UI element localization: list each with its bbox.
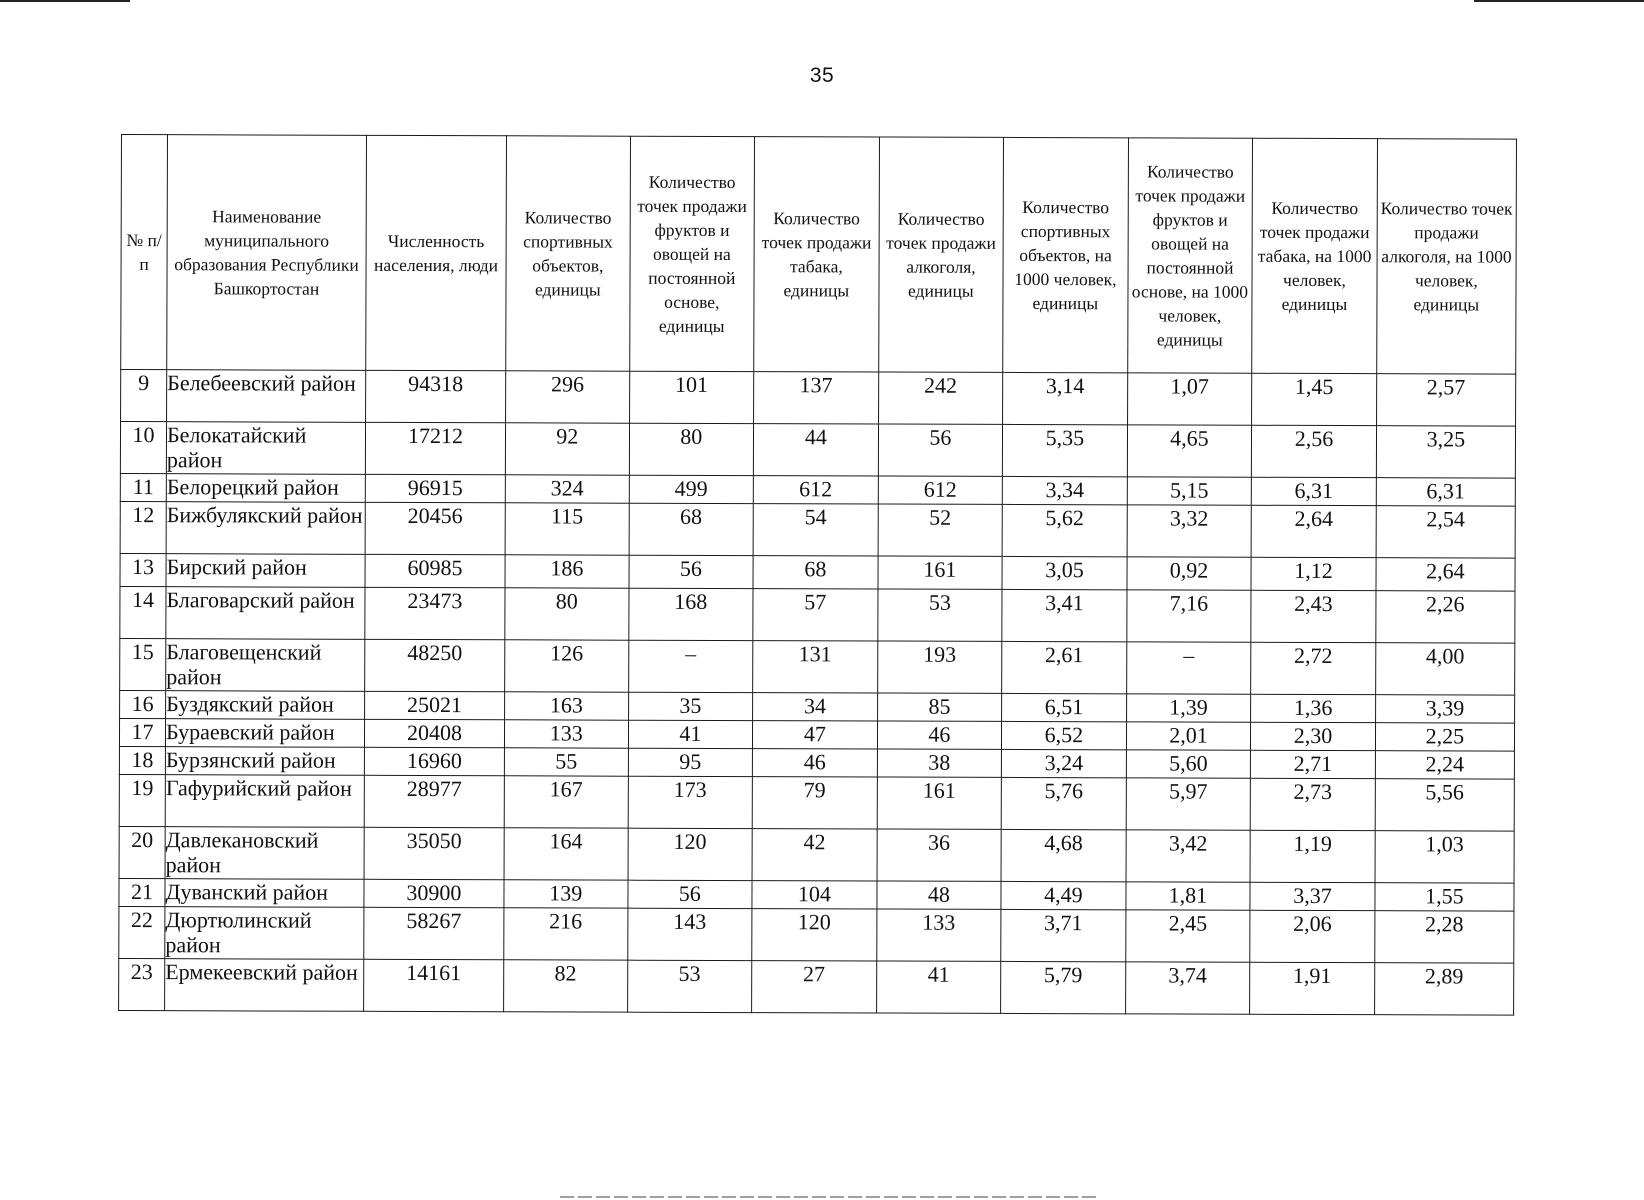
tobacco-points-value: 44 xyxy=(753,424,878,476)
tobacco-per-1000-value: 1,19 xyxy=(1250,830,1375,882)
tobacco-per-1000-value: 1,91 xyxy=(1250,962,1375,1014)
sport-objects-value: 82 xyxy=(504,960,628,1012)
alcohol-points-value: 85 xyxy=(877,693,1002,721)
alcohol-per-1000-value: 3,39 xyxy=(1375,695,1514,723)
sport-objects-value: 126 xyxy=(505,640,629,692)
tobacco-points-value: 57 xyxy=(753,589,878,641)
tobacco-per-1000-value: 3,37 xyxy=(1250,882,1375,910)
column-header-population: Численность населения, люди xyxy=(366,135,507,370)
population-value: 48250 xyxy=(365,639,505,691)
fruit-points-value: 101 xyxy=(629,371,754,423)
sport-objects-value: 133 xyxy=(505,720,629,748)
sport-objects-value: 216 xyxy=(504,908,628,960)
alcohol-per-1000-value: 2,57 xyxy=(1376,374,1515,426)
sport-objects-value: 115 xyxy=(505,503,629,555)
tobacco-points-value: 131 xyxy=(753,641,878,693)
table-row xyxy=(120,638,1515,695)
column-header-sport-objects: Количество спортивных объектов, единицы xyxy=(506,136,630,371)
alcohol-per-1000-value: 6,31 xyxy=(1376,478,1515,506)
alcohol-per-1000-value: 4,00 xyxy=(1375,643,1514,695)
sport-objects-value: 163 xyxy=(505,692,629,720)
fruit-points-value: 120 xyxy=(628,828,753,880)
fruit-per-1000-value: 1,81 xyxy=(1126,882,1251,910)
alcohol-points-value: 48 xyxy=(877,881,1002,909)
sport-per-1000-value: 5,62 xyxy=(1002,504,1127,556)
sport-per-1000-value: 4,49 xyxy=(1001,881,1126,909)
sport-per-1000-value: 4,68 xyxy=(1001,829,1126,881)
alcohol-per-1000-value: 2,28 xyxy=(1375,911,1514,963)
tobacco-per-1000-value: 2,56 xyxy=(1252,425,1377,477)
tobacco-per-1000-value: 2,73 xyxy=(1250,778,1375,830)
sport-per-1000-value: 2,61 xyxy=(1002,641,1127,693)
fruit-per-1000-value: 3,74 xyxy=(1125,962,1250,1014)
row-number: 14 xyxy=(120,586,166,638)
alcohol-per-1000-value: 1,55 xyxy=(1375,883,1514,911)
population-value: 20456 xyxy=(365,502,505,554)
tobacco-per-1000-value: 1,36 xyxy=(1251,694,1376,722)
fruit-points-value: 56 xyxy=(629,555,754,588)
population-value: 20408 xyxy=(364,719,504,747)
fruit-points-value: 53 xyxy=(627,960,752,1012)
alcohol-per-1000-value: 2,64 xyxy=(1376,558,1515,591)
fruit-per-1000-value: 5,97 xyxy=(1126,778,1251,830)
sport-objects-value: 167 xyxy=(504,776,628,828)
tobacco-per-1000-value: 6,31 xyxy=(1251,477,1376,505)
row-number: 17 xyxy=(119,718,165,746)
table-row xyxy=(119,826,1514,883)
table-body xyxy=(119,370,1516,1016)
municipality-name: Бижбулякский район xyxy=(166,502,365,555)
municipality-name: Благоварский район xyxy=(166,587,365,640)
alcohol-points-value: 38 xyxy=(877,749,1002,777)
bottom-scan-artifact xyxy=(560,1196,1100,1198)
fruit-points-value: 68 xyxy=(629,503,754,555)
row-number: 18 xyxy=(119,746,165,774)
tobacco-points-value: 612 xyxy=(753,476,878,504)
fruit-per-1000-value: 0,92 xyxy=(1127,557,1252,590)
municipality-name: Гафурийский район xyxy=(165,775,364,828)
tobacco-points-value: 42 xyxy=(752,829,877,881)
fruit-per-1000-value: 2,01 xyxy=(1126,722,1251,750)
population-value: 23473 xyxy=(365,587,505,639)
fruit-per-1000-value: – xyxy=(1126,642,1251,694)
alcohol-points-value: 36 xyxy=(877,829,1002,881)
municipality-name: Бураевский район xyxy=(165,719,364,748)
row-number: 10 xyxy=(120,422,166,474)
tobacco-per-1000-value: 2,72 xyxy=(1251,642,1376,694)
sport-per-1000-value: 6,52 xyxy=(1002,721,1127,749)
population-value: 35050 xyxy=(364,827,504,879)
sport-objects-value: 92 xyxy=(505,423,629,475)
fruit-per-1000-value: 2,45 xyxy=(1125,910,1250,962)
sport-per-1000-value: 3,41 xyxy=(1002,589,1127,641)
alcohol-per-1000-value: 1,03 xyxy=(1375,831,1514,883)
table-row xyxy=(119,958,1514,1015)
scan-edge-right xyxy=(1474,0,1644,2)
fruit-points-value: 95 xyxy=(628,748,753,776)
tobacco-per-1000-value: 1,45 xyxy=(1252,373,1377,425)
tobacco-points-value: 137 xyxy=(754,372,879,424)
population-value: 25021 xyxy=(364,691,504,719)
fruit-points-value: 168 xyxy=(628,588,753,640)
population-value: 16960 xyxy=(364,747,504,775)
column-header-municipality: Наименование муниципального образования Республики Башкортостан xyxy=(167,135,367,371)
sport-per-1000-value: 5,35 xyxy=(1003,424,1128,476)
row-number: 23 xyxy=(119,958,165,1010)
fruit-points-value: 35 xyxy=(628,692,753,720)
header-row xyxy=(121,135,1517,375)
tobacco-points-value: 104 xyxy=(752,881,877,909)
fruit-points-value: 41 xyxy=(628,720,753,748)
alcohol-points-value: 41 xyxy=(876,961,1001,1013)
sport-per-1000-value: 3,34 xyxy=(1002,476,1127,504)
sport-objects-value: 55 xyxy=(504,748,628,776)
alcohol-points-value: 161 xyxy=(877,777,1002,829)
row-number: 13 xyxy=(120,553,166,586)
tobacco-per-1000-value: 2,30 xyxy=(1251,722,1376,750)
sport-objects-value: 186 xyxy=(505,555,629,588)
municipality-name: Белорецкий район xyxy=(166,474,365,503)
sport-objects-value: 324 xyxy=(505,475,629,503)
row-number: 22 xyxy=(119,906,165,958)
municipality-name: Давлекановский район xyxy=(165,827,364,880)
municipality-name: Буздякский район xyxy=(166,691,365,720)
tobacco-per-1000-value: 2,06 xyxy=(1250,910,1375,962)
table-row xyxy=(120,553,1515,591)
tobacco-points-value: 46 xyxy=(752,749,877,777)
tobacco-points-value: 120 xyxy=(752,909,877,961)
row-number: 20 xyxy=(119,826,165,878)
alcohol-per-1000-value: 2,25 xyxy=(1375,723,1514,751)
alcohol-per-1000-value: 3,25 xyxy=(1376,426,1515,478)
population-value: 14161 xyxy=(363,959,503,1011)
municipality-name: Дуванский район xyxy=(165,879,364,908)
statistics-table xyxy=(118,134,1517,1016)
fruit-points-value: – xyxy=(628,640,753,692)
table-row xyxy=(120,586,1515,643)
sport-objects-value: 164 xyxy=(504,828,628,880)
municipality-name: Белокатайский район xyxy=(166,422,365,475)
table-row xyxy=(119,774,1514,831)
column-header-alcohol-per-1000: Количество точек продажи алкоголя, на 1000 человек, единицы xyxy=(1376,139,1516,374)
alcohol-per-1000-value: 2,26 xyxy=(1376,591,1515,643)
sport-per-1000-value: 3,05 xyxy=(1002,556,1127,589)
alcohol-points-value: 242 xyxy=(878,372,1003,424)
fruit-per-1000-value: 5,60 xyxy=(1126,750,1251,778)
tobacco-points-value: 79 xyxy=(752,777,877,829)
fruit-per-1000-value: 5,15 xyxy=(1127,477,1252,505)
fruit-per-1000-value: 1,07 xyxy=(1127,373,1252,425)
alcohol-points-value: 193 xyxy=(877,641,1002,693)
sport-per-1000-value: 5,79 xyxy=(1001,961,1126,1013)
column-header-tobacco-points: Количество точек продажи табака, единицы xyxy=(754,137,879,372)
row-number: 16 xyxy=(120,690,166,718)
row-number: 12 xyxy=(120,501,166,553)
fruit-per-1000-value: 7,16 xyxy=(1127,590,1252,642)
population-value: 96915 xyxy=(365,474,505,502)
fruit-per-1000-value: 3,42 xyxy=(1126,830,1251,882)
tobacco-points-value: 68 xyxy=(753,556,878,589)
tobacco-per-1000-value: 2,71 xyxy=(1251,750,1376,778)
municipality-name: Благовещенский район xyxy=(166,639,365,692)
sport-per-1000-value: 5,76 xyxy=(1001,777,1126,829)
row-number: 11 xyxy=(120,473,166,501)
alcohol-points-value: 56 xyxy=(878,424,1003,476)
alcohol-points-value: 612 xyxy=(878,476,1003,504)
population-value: 58267 xyxy=(364,907,504,959)
tobacco-per-1000-value: 2,64 xyxy=(1251,505,1376,557)
column-header-number: № п/п xyxy=(121,135,168,370)
tobacco-points-value: 54 xyxy=(753,504,878,556)
table-row xyxy=(120,501,1515,558)
fruit-per-1000-value: 3,32 xyxy=(1127,505,1252,557)
fruit-points-value: 80 xyxy=(629,423,754,475)
column-header-tobacco-per-1000: Количество точек продажи табака, на 1000 человек, единицы xyxy=(1252,138,1377,373)
alcohol-per-1000-value: 2,24 xyxy=(1375,751,1514,779)
tobacco-points-value: 47 xyxy=(753,721,878,749)
municipality-name: Ермекеевский район xyxy=(165,959,364,1012)
population-value: 17212 xyxy=(365,422,505,474)
sport-per-1000-value: 3,71 xyxy=(1001,909,1126,961)
alcohol-per-1000-value: 2,89 xyxy=(1374,963,1513,1015)
sport-objects-value: 80 xyxy=(505,588,629,640)
tobacco-per-1000-value: 1,12 xyxy=(1251,557,1376,590)
alcohol-per-1000-value: 5,56 xyxy=(1375,779,1514,831)
tobacco-points-value: 34 xyxy=(753,693,878,721)
alcohol-points-value: 133 xyxy=(876,909,1001,961)
row-number: 21 xyxy=(119,878,165,906)
population-value: 94318 xyxy=(365,370,505,422)
tobacco-per-1000-value: 2,43 xyxy=(1251,590,1376,642)
table-row xyxy=(120,422,1515,479)
table-row xyxy=(119,906,1514,963)
alcohol-points-value: 46 xyxy=(877,721,1002,749)
column-header-sport-per-1000: Количество спортивных объектов, на 1000 человек, единицы xyxy=(1003,137,1128,372)
row-number: 19 xyxy=(119,774,165,826)
row-number: 15 xyxy=(120,638,166,690)
municipality-name: Белебеевский район xyxy=(167,370,366,423)
fruit-per-1000-value: 1,39 xyxy=(1126,694,1251,722)
population-value: 60985 xyxy=(365,554,505,587)
sport-per-1000-value: 6,51 xyxy=(1002,693,1127,721)
municipality-name: Дюртюлинский район xyxy=(165,907,364,960)
scan-edge-left xyxy=(0,0,130,2)
fruit-points-value: 56 xyxy=(627,880,752,908)
sport-objects-value: 296 xyxy=(506,371,630,423)
row-number: 9 xyxy=(121,370,167,422)
population-value: 28977 xyxy=(364,775,504,827)
column-header-fruit-per-1000: Количество точек продажи фруктов и овощей на постоянной основе, на 1000 человек, единицы xyxy=(1127,138,1252,373)
column-header-fruit-points: Количество точек продажи фруктов и овощей на постоянной основе, единицы xyxy=(629,136,754,371)
sport-objects-value: 139 xyxy=(504,880,628,908)
alcohol-per-1000-value: 2,54 xyxy=(1376,506,1515,558)
municipality-name: Бирский район xyxy=(166,554,365,588)
fruit-points-value: 173 xyxy=(628,776,753,828)
fruit-points-value: 499 xyxy=(629,475,754,503)
fruit-per-1000-value: 4,65 xyxy=(1127,425,1252,477)
table-row xyxy=(121,370,1516,427)
column-header-alcohol-points: Количество точек продажи алкоголя, единицы xyxy=(878,137,1003,372)
municipality-name: Бурзянский район xyxy=(165,747,364,776)
sport-per-1000-value: 3,24 xyxy=(1002,749,1127,777)
population-value: 30900 xyxy=(364,879,504,907)
alcohol-points-value: 53 xyxy=(877,589,1002,641)
fruit-points-value: 143 xyxy=(627,908,752,960)
sport-per-1000-value: 3,14 xyxy=(1003,372,1128,424)
alcohol-points-value: 161 xyxy=(878,556,1003,589)
page-number: 35 xyxy=(809,64,835,87)
tobacco-points-value: 27 xyxy=(752,961,877,1013)
alcohol-points-value: 52 xyxy=(878,504,1003,556)
